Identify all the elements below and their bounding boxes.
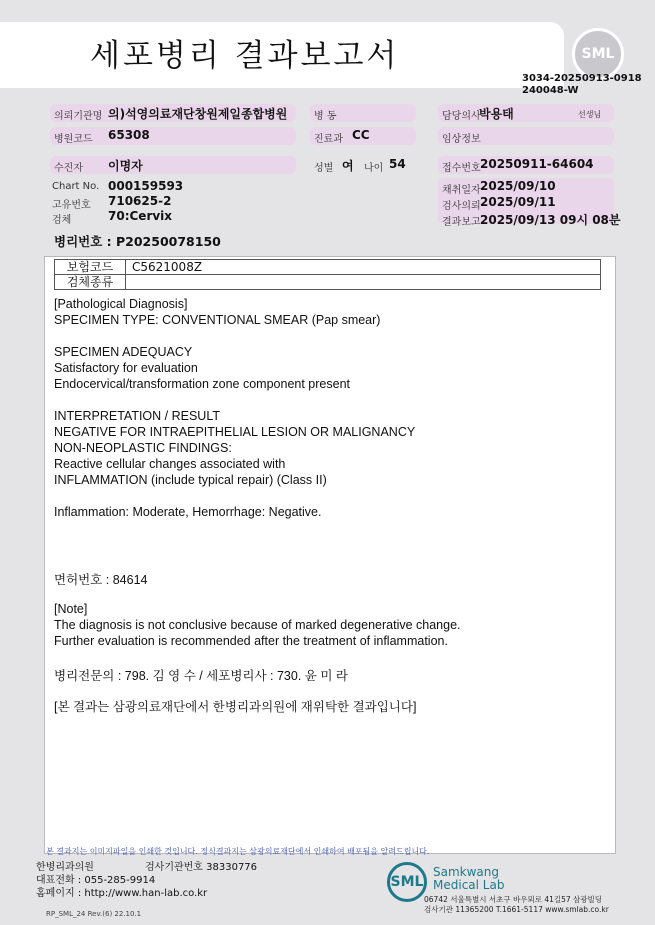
table-row: [55, 260, 601, 275]
receipt-label: 접수번호: [442, 163, 481, 174]
lab-name-line2: Medical Lab: [433, 878, 505, 892]
clinic-name: 한병리과의원: [36, 862, 94, 873]
hospcode-value: 65308: [108, 128, 150, 142]
receipt-value: 20250911-64604: [480, 157, 594, 171]
doc-id-line1: 3034-20250913-0918: [522, 73, 642, 84]
requester-value: 의)석영의료재단창원제일종합병원: [108, 107, 288, 121]
table-row: [55, 275, 601, 290]
chart-label: Chart No.: [52, 181, 100, 192]
note-text: [Note] The diagnosis is not conclusive because of marked degenerative change. Further evaluation is recommended after the treatment of inflammation.: [54, 602, 461, 648]
print-notice: 본 결과지는 이미지파일을 인쇄한 것입니다. 정식결과지는 삼광의료재단에서 인쇄하여 배포됨을 알려드립니다.: [46, 847, 430, 856]
report-label: 결과보고: [442, 217, 481, 228]
consignment-note: [본 결과는 삼광의료재단에서 한병리과의원에 재위탁한 결과입니다]: [54, 700, 417, 714]
doctor-value: 박용태: [479, 107, 514, 121]
doctor-suffix: 선생님: [578, 110, 602, 119]
unique-value: 710625-2: [108, 194, 172, 208]
homepage-link[interactable]: 홈페이지 : http://www.han-lab.co.kr: [36, 888, 208, 899]
insurance-value: C5621008Z: [126, 260, 601, 275]
request-value: 2025/09/11: [480, 195, 556, 209]
clinical-label: 임상정보: [442, 134, 481, 145]
age-label: 나이: [364, 163, 384, 174]
specimen-value: 70:Cervix: [108, 209, 173, 223]
pathologists: 병리전문의 : 798. 김 영 수 / 세포병리사 : 730. 윤 미 라: [54, 669, 348, 683]
insurance-label: 보험코드: [55, 260, 126, 275]
spectype-label: 검체종류: [55, 275, 126, 290]
pathology-number: 병리번호 : P20250078150: [54, 234, 221, 249]
collect-value: 2025/09/10: [480, 179, 556, 193]
dept-value: CC: [352, 128, 370, 142]
lab-address: 06742 서울특별시 서초구 바우뫼로 41길57 삼광빌딩: [424, 895, 603, 904]
document-id: [522, 73, 642, 97]
request-label: 검사의뢰: [442, 201, 481, 212]
dept-label: 진료과: [314, 134, 343, 145]
lab-name-line1: Samkwang: [433, 865, 499, 879]
institution-number: 검사기관번호 38330776: [145, 862, 258, 873]
unique-label: 고유번호: [52, 200, 91, 211]
requester-label: 의뢰기관명: [54, 111, 103, 122]
patient-label: 수진자: [54, 163, 83, 174]
ward-label: 병 동: [314, 111, 337, 122]
collect-label: 채취일자: [442, 185, 481, 196]
codes-table: [54, 259, 601, 290]
report-value: 2025/09/13 09시 08분: [480, 213, 621, 227]
samkwang-logo: SML: [387, 862, 427, 902]
sex-label: 성별: [314, 163, 334, 174]
patient-field: [50, 156, 296, 174]
phone: 대표전화 : 055-285-9914: [36, 875, 156, 886]
lab-name: [433, 866, 504, 892]
license-number: 면허번호 : 84614: [54, 573, 148, 587]
chart-value: 000159593: [108, 179, 184, 193]
diagnosis-text: [Pathological Diagnosis] SPECIMEN TYPE: CONVENTIONAL SMEAR (Pap smear) SPECIMEN ADEQUACY Satisfactory for evaluation Endocervical/transformation zone component present INTERPRETATION / RESULT NEGATIVE FOR INTRAEPITHELIAL LESION OR MALIGNANCY NON-NEOPLASTIC FINDINGS: Reactive cellular changes associated with INFLAMMATION (include typical repair) (Class II) Inflammation: Moderate, Hemorrhage: Negative.: [54, 297, 416, 519]
sml-logo: SML: [572, 28, 624, 80]
page-title: 세포병리 결과보고서: [90, 38, 400, 74]
specimen-label: 검체: [52, 215, 72, 226]
patient-value: 이명자: [108, 159, 143, 173]
hospcode-label: 병원코드: [54, 134, 93, 145]
spectype-value: [126, 275, 601, 290]
sex-value: 여: [342, 159, 354, 173]
doc-id-line2: 240048-W: [522, 85, 579, 96]
doctor-label: 담당의사: [442, 111, 481, 122]
form-code: RP_SML_24 Rev.(6) 22.10.1: [46, 910, 142, 918]
lab-institution: 검사기관 11365200 T.1661-5117 www.smlab.co.kr: [424, 905, 609, 914]
age-value: 54: [389, 157, 406, 171]
